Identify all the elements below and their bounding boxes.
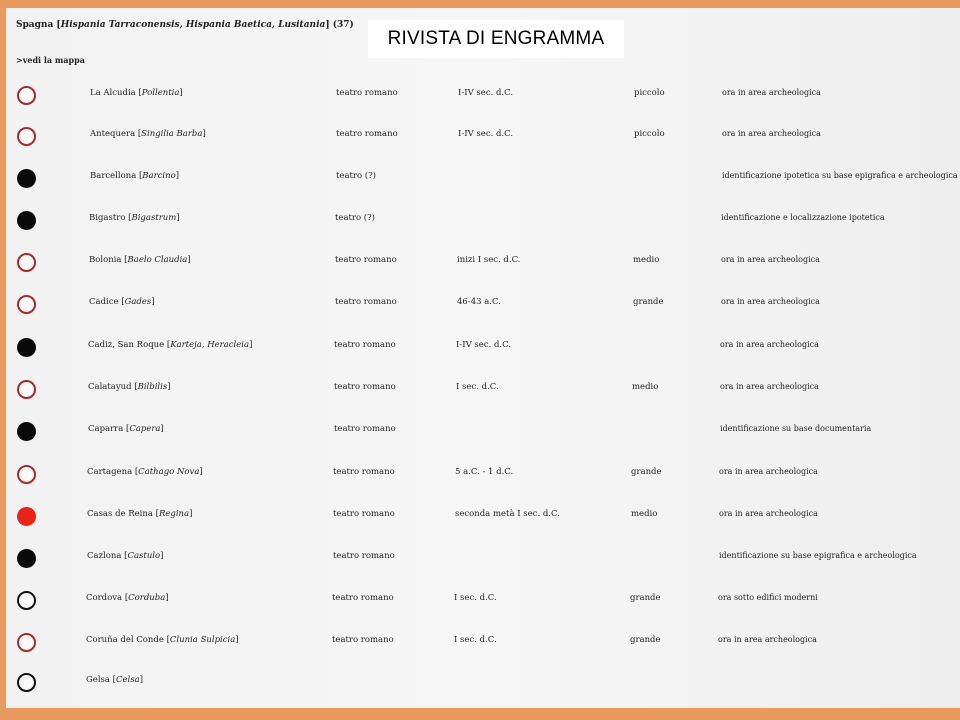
theatre-type: teatro romano <box>333 509 395 519</box>
ancient-name: Corduba <box>128 593 166 603</box>
dating: inizi I sec. d.C. <box>457 255 521 265</box>
current-status: ora in area archeologica <box>719 467 818 476</box>
modern-name: Cordova <box>86 593 123 603</box>
size-class: medio <box>631 509 658 519</box>
status-marker-icon <box>17 86 36 105</box>
table-row <box>6 295 960 319</box>
status-marker-icon <box>17 253 36 272</box>
theatre-type: teatro romano <box>334 382 396 392</box>
current-status: ora in area archeologica <box>722 129 821 138</box>
theatre-type: teatro romano <box>333 551 395 561</box>
current-status: ora in area archeologica <box>720 340 819 349</box>
site-name: Gelsa [Celsa] <box>86 675 144 685</box>
current-status: ora in area archeologica <box>722 88 821 97</box>
ancient-name: Bilbilis <box>137 382 168 392</box>
size-class: grande <box>633 297 664 307</box>
dating: I-IV sec. d.C. <box>458 88 514 98</box>
theatre-type: teatro romano <box>336 88 398 98</box>
site-name: Coruña del Conde [Clunia Sulpicia] <box>86 635 239 645</box>
theatre-type: teatro romano <box>333 467 395 477</box>
site-name: Bolonia [Baelo Claudia] <box>89 255 191 265</box>
status-marker-icon <box>17 507 36 526</box>
modern-name: Barcellona <box>90 171 137 181</box>
table-row <box>6 465 960 489</box>
document-sheet <box>6 8 960 708</box>
theatre-type: teatro romano <box>332 593 394 603</box>
site-name: Cordova [Corduba] <box>86 593 169 603</box>
theatre-type: teatro romano <box>336 129 398 139</box>
size-class: piccolo <box>634 88 665 98</box>
site-name: Caparra [Capera] <box>88 424 164 434</box>
table-row <box>6 338 960 362</box>
size-class: piccolo <box>634 129 665 139</box>
size-class: grande <box>631 467 662 477</box>
site-name: Bigastro [Bigastrum] <box>89 213 180 223</box>
theatre-type: teatro romano <box>334 340 396 350</box>
current-status: identificazione e localizzazione ipotetica <box>721 213 885 222</box>
site-name: Cartagena [Cathago Nova] <box>87 467 203 477</box>
ancient-name: Capera <box>129 424 161 434</box>
table-row <box>6 591 960 615</box>
table-row <box>6 86 960 110</box>
table-row <box>6 211 960 235</box>
modern-name: Caparra <box>88 424 124 434</box>
dating: I-IV sec. d.C. <box>456 340 512 350</box>
table-row <box>6 673 960 697</box>
journal-title: RIVISTA DI ENGRAMMA <box>368 20 624 58</box>
current-status: identificazione su base documentaria <box>720 424 872 433</box>
status-marker-icon <box>17 127 36 146</box>
status-marker-icon <box>17 380 36 399</box>
dating: I sec. d.C. <box>456 382 499 392</box>
ancient-name: Singilia Barba <box>141 129 203 139</box>
current-status: ora in area archeologica <box>721 297 820 306</box>
ancient-name: Pollentia <box>141 88 180 98</box>
size-class: medio <box>633 255 660 265</box>
dating: I sec. d.C. <box>454 593 497 603</box>
table-row <box>6 422 960 446</box>
table-row <box>6 169 960 193</box>
table-row <box>6 127 960 151</box>
province-list: Hispania Tarraconensis, Hispania Baetica, Lusitania <box>60 20 326 30</box>
table-row <box>6 380 960 404</box>
ancient-name: Gades <box>124 297 152 307</box>
modern-name: La Alcudia <box>90 88 136 98</box>
site-name: Cazlona [Castulo] <box>87 551 164 561</box>
dating: 46-43 a.C. <box>457 297 501 307</box>
dating: seconda metà I sec. d.C. <box>455 509 560 519</box>
modern-name: Cadiz, San Roque <box>88 340 165 350</box>
theatre-type: teatro (?) <box>336 171 377 181</box>
current-status: identificazione ipotetica su base epigrafica e archeologica <box>722 171 958 180</box>
section-header: Spagna [Hispania Tarraconensis, Hispania Baetica, Lusitania] (37) <box>16 20 354 30</box>
status-marker-icon <box>17 338 36 357</box>
table-row <box>6 633 960 657</box>
current-status: identificazione su base epigrafica e archeologica <box>719 551 917 560</box>
ancient-name: Clunia Sulpicia <box>169 635 236 645</box>
status-marker-icon <box>17 169 36 188</box>
size-class: grande <box>630 593 661 603</box>
ancient-name: Regina <box>158 509 190 519</box>
site-name: Antequera [Singilia Barba] <box>90 129 206 139</box>
modern-name: Bigastro <box>89 213 126 223</box>
dating: I sec. d.C. <box>454 635 497 645</box>
status-marker-icon <box>17 549 36 568</box>
country-name: Spagna <box>16 20 54 30</box>
modern-name: Antequera <box>90 129 136 139</box>
modern-name: Gelsa <box>86 675 110 685</box>
site-name: Cadiz, San Roque [Karteja, Heracleia] <box>88 340 253 350</box>
ancient-name: Cathago Nova <box>138 467 200 477</box>
dating: 5 a.C. - 1 d.C. <box>455 467 514 477</box>
ancient-name: Celsa <box>116 675 140 685</box>
site-name: Casas de Reina [Regina] <box>87 509 193 519</box>
status-marker-icon <box>17 633 36 652</box>
current-status: ora in area archeologica <box>719 509 818 518</box>
theatre-type: teatro romano <box>334 424 396 434</box>
theatre-type: teatro romano <box>335 255 397 265</box>
theatre-type: teatro romano <box>335 297 397 307</box>
modern-name: Casas de Reina <box>87 509 153 519</box>
theatre-type: teatro (?) <box>335 213 376 223</box>
map-link[interactable]: >vedi la mappa <box>16 55 85 65</box>
modern-name: Cadice <box>89 297 119 307</box>
site-name: La Alcudia [Pollentia] <box>90 88 183 98</box>
size-class: medio <box>632 382 659 392</box>
current-status: ora in area archeologica <box>718 635 817 644</box>
modern-name: Coruña del Conde <box>86 635 164 645</box>
ancient-name: Castulo <box>127 551 161 561</box>
table-row <box>6 507 960 531</box>
modern-name: Bolonia <box>89 255 122 265</box>
current-status: ora sotto edifici moderni <box>718 593 818 602</box>
status-marker-icon <box>17 465 36 484</box>
site-name: Calatayud [Bilbilis] <box>88 382 171 392</box>
theatre-type: teatro romano <box>332 635 394 645</box>
status-marker-icon <box>17 422 36 441</box>
dating: I-IV sec. d.C. <box>458 129 514 139</box>
status-marker-icon <box>17 295 36 314</box>
ancient-name: Barcino <box>142 171 176 181</box>
current-status: ora in area archeologica <box>720 382 819 391</box>
table-row <box>6 549 960 573</box>
ancient-name: Bigastrum <box>131 213 177 223</box>
modern-name: Cazlona <box>87 551 122 561</box>
ancient-name: Baelo Claudia <box>127 255 188 265</box>
status-marker-icon <box>17 591 36 610</box>
theatre-count: (37) <box>332 20 354 30</box>
modern-name: Cartagena <box>87 467 133 477</box>
table-row <box>6 253 960 277</box>
status-marker-icon <box>17 673 36 692</box>
current-status: ora in area archeologica <box>721 255 820 264</box>
status-marker-icon <box>17 211 36 230</box>
size-class: grande <box>630 635 661 645</box>
ancient-name: Karteja, Heracleia <box>170 340 250 350</box>
site-name: Cadice [Gades] <box>89 297 155 307</box>
modern-name: Calatayud <box>88 382 132 392</box>
site-name: Barcellona [Barcino] <box>90 171 180 181</box>
